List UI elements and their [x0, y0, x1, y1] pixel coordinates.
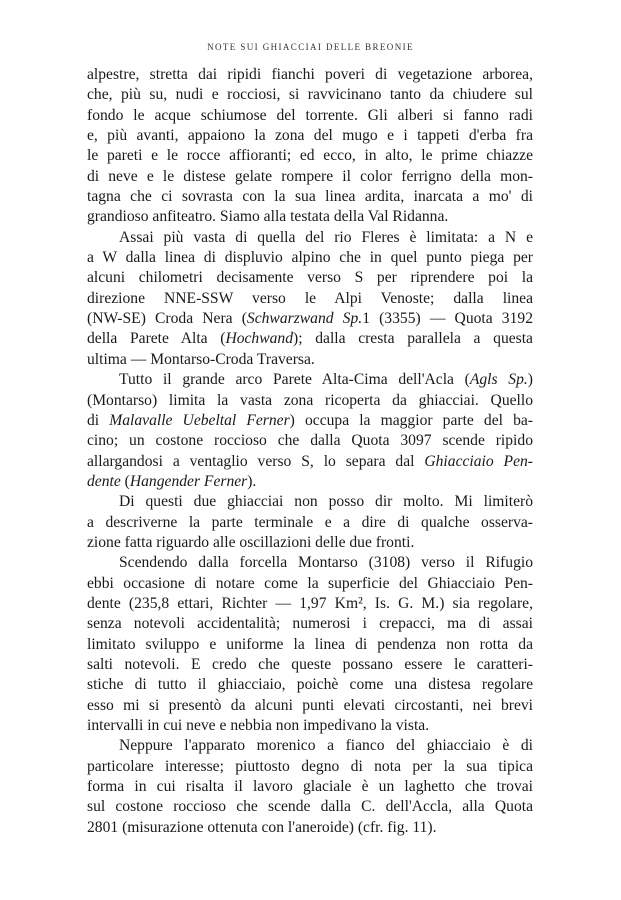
text-line	[87, 248, 533, 268]
text-run: ebbi occasione di notare come la superficie del Ghiacciaio Pen-	[87, 574, 533, 592]
text-line	[87, 268, 533, 288]
text-line	[87, 472, 533, 492]
paragraph-p5	[87, 553, 533, 736]
italic-run: Schwarzwand Sp.	[246, 310, 363, 328]
paragraph-p6	[87, 736, 533, 838]
paragraph-p4	[87, 492, 533, 553]
text-line	[87, 207, 533, 227]
text-run: senza notevoli accidentalità; numerosi i crepacci, ma di assai	[87, 615, 533, 633]
text-run: Scendendo dalla forcella Montarso (3108) verso il Rifugio	[119, 554, 533, 572]
text-line	[87, 289, 533, 309]
italic-run: Malavalle Uebeltal Ferner	[109, 411, 290, 429]
text-run: (NW-SE) Croda Nera (	[87, 310, 247, 328]
text-run: le pareti e le rocce affioranti; ed ecco, in alto, le prime chiazze	[87, 147, 533, 165]
paragraph-p2	[87, 228, 533, 370]
text-run: di	[87, 411, 110, 429]
text-line	[87, 736, 533, 756]
italic-run: Hochwand	[225, 330, 294, 348]
text-run: 1 (3355) — Quota 3192	[362, 310, 533, 328]
text-run: alcuni chilometri decisamente verso S per riprendere poi la	[87, 269, 533, 287]
text-run: sul costone roccioso che scende dalla C. dell'Accla, alla Quota	[87, 798, 533, 816]
text-run: esso mi si presentò da alcuni punti elevati circostanti, nei brevi	[87, 696, 533, 714]
paragraph-p3	[87, 370, 533, 492]
text-run: Assai più vasta di quella del rio Fleres è limitata: a N e	[119, 228, 533, 246]
text-line	[87, 106, 533, 126]
text-line	[87, 797, 533, 817]
text-run: Di questi due ghiacciai non posso dir molto. Mi limiterò	[119, 493, 533, 511]
text-run: )	[527, 371, 533, 389]
text-run: direzione NNE-SSW verso le Alpi Venoste; dalla linea	[87, 289, 533, 307]
text-run: che, più su, nudi e rocciosi, si ravvicinano tanto da chiudere sul	[87, 86, 533, 104]
text-run: ); dalla cresta parallela a questa	[293, 330, 533, 348]
text-line	[87, 675, 533, 695]
text-line	[87, 492, 533, 512]
text-run: stiche di tutto il ghiacciaio, poichè come una distesa regolare	[87, 676, 533, 694]
text-line	[87, 65, 533, 85]
text-line	[87, 553, 533, 573]
text-run: particolare interesse; piuttosto degno di nota per la sua tipica	[87, 757, 533, 775]
text-run: della Parete Alta (	[87, 330, 226, 348]
text-run: di neve e le distese gelate rompere il color ferrigno della mon-	[87, 167, 533, 185]
text-line	[87, 757, 533, 777]
text-line	[87, 309, 533, 329]
text-run: cino; un costone roccioso che dalla Quota 3097 scende ripido	[87, 432, 533, 450]
text-line	[87, 777, 533, 797]
text-run: a descriverne la parte terminale e a dire di qualche osserva-	[87, 513, 533, 531]
text-run: ) occupa la maggior parte del ba-	[289, 411, 533, 429]
text-run: intervalli in cui neve e nebbia non impedivano la vista.	[87, 717, 430, 734]
italic-run: Hangender Ferner	[129, 472, 248, 490]
italic-run: Agls Sp.	[469, 371, 528, 389]
text-line	[87, 329, 533, 349]
text-line	[87, 614, 533, 634]
text-run: forma in cui risalta il lavoro glaciale è un laghetto che trovai	[87, 778, 533, 796]
text-line	[87, 696, 533, 716]
text-line	[87, 228, 533, 248]
text-line	[87, 411, 533, 431]
text-line	[87, 187, 533, 207]
text-line	[87, 431, 533, 451]
text-run: a W dalla linea di displuvio alpino che in quel punto piega per	[87, 249, 533, 267]
text-line	[87, 655, 533, 675]
text-line	[87, 370, 533, 390]
text-run: (Montarso) limita la vasta zona ricoperta da ghiacciai. Quello	[87, 391, 533, 409]
text-run: allargandosi a ventaglio verso S, lo separa dal	[87, 452, 425, 470]
text-line	[87, 391, 533, 411]
text-line	[87, 533, 533, 553]
text-run: Tutto il grande arco Parete Alta-Cima dell'Acla (	[119, 371, 470, 389]
text-run: (	[120, 472, 130, 490]
text-run: salti notevoli. E credo che queste possano essere le caratteri-	[87, 655, 533, 673]
text-line	[87, 146, 533, 166]
text-run: ).	[247, 472, 257, 490]
text-run: fondo le acque schiumose del torrente. Gli alberi si fanno radi	[87, 106, 533, 124]
text-run: ultima — Montarso-Croda Traversa.	[87, 350, 315, 368]
text-run: tagna che ci sovrasta con la sua linea ardita, inarcata a mo' di	[87, 188, 533, 206]
text-line	[87, 513, 533, 533]
body-text	[87, 65, 533, 838]
text-line	[87, 818, 533, 838]
paragraph-p1	[87, 65, 533, 228]
text-line	[87, 716, 533, 736]
text-run: dente (235,8 ettari, Richter — 1,97 Km², Is. G. M.) sia regolare,	[87, 594, 533, 612]
running-header: NOTE SUI GHIACCIAI DELLE BREONIE	[207, 42, 414, 52]
text-run: zione fatta riguardo alle oscillazioni delle due fronti.	[87, 533, 415, 551]
text-line	[87, 126, 533, 146]
text-line	[87, 594, 533, 614]
text-line	[87, 85, 533, 105]
text-run: grandioso anfiteatro. Siamo alla testata della Val Ridanna.	[87, 208, 449, 226]
text-run: Neppure l'apparato morenico a fianco del ghiacciaio è di	[119, 737, 533, 755]
italic-run: dente	[87, 472, 121, 490]
text-run: limitato sviluppo e uniforme la linea di pendenza non rotta da	[87, 635, 533, 653]
text-line	[87, 452, 533, 472]
text-run: alpestre, stretta dai ripidi fianchi poveri di vegetazione arborea,	[87, 66, 533, 83]
text-run: e, più avanti, appaiono la zona del mugo e i tappeti d'erba fra	[87, 127, 533, 145]
text-run: 2801 (misurazione ottenuta con l'aneroide) (cfr. fig. 11).	[87, 818, 437, 836]
text-line	[87, 574, 533, 594]
text-line	[87, 635, 533, 655]
italic-run: Ghiacciaio Pen-	[424, 452, 533, 470]
text-line	[87, 167, 533, 187]
text-line	[87, 350, 533, 370]
